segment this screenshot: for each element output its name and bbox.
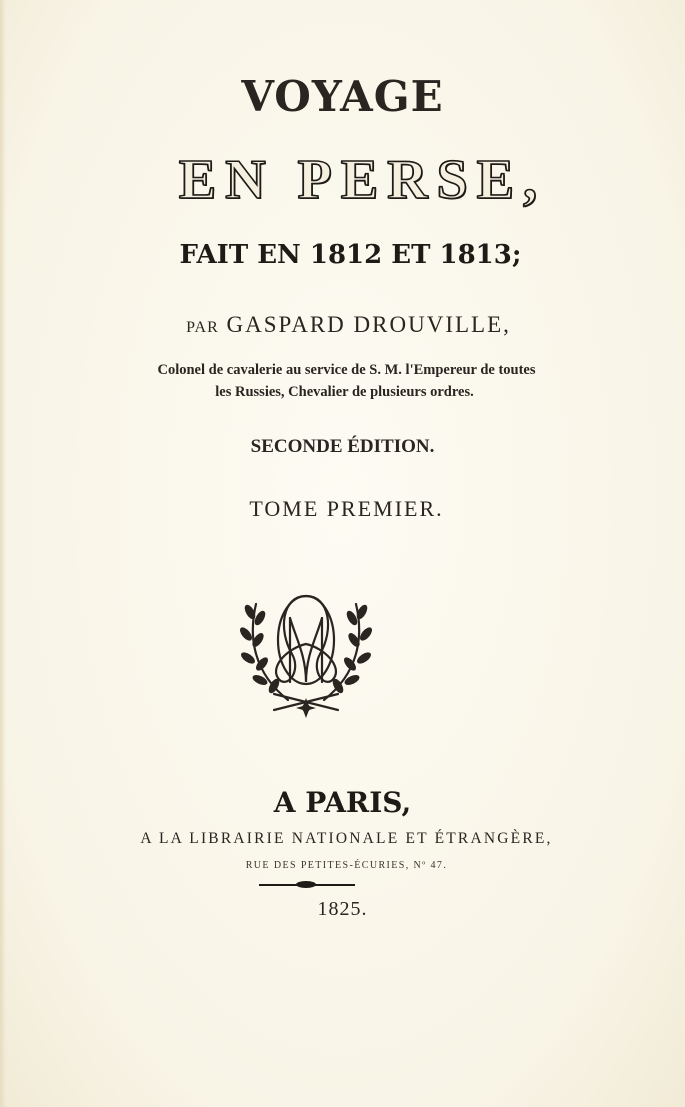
author-description-line-2: les Russies, Chevalier de plusieurs ordres. [215,384,474,400]
title-line-dates: FAIT EN 1812 ET 1813; [179,240,522,270]
decorative-rule-ornament [296,881,316,888]
imprint-publisher: A LA LIBRAIRIE NATIONALE ET ÉTRANGÈRE, [140,830,553,847]
monogram-laurel-icon [226,578,386,728]
page-spine-shadow [0,0,6,1107]
imprint-city: A PARIS, [273,786,412,819]
author-name: GASPARD DROUVILLE, [226,312,511,337]
edition-label: SECONDE ÉDITION. [250,436,435,457]
imprint-street: RUE DES PETITES-ÉCURIES, Nº 47. [245,860,448,871]
volume-label: TOME PREMIER. [249,496,444,521]
title-line-voyage: VOYAGE [241,72,444,121]
title-line-en-perse: EN PERSE, [178,149,547,211]
author-prefix: PAR [186,319,219,336]
author-line [6,312,685,338]
imprint-year: 1825. [317,898,368,920]
author-description-line-1: Colonel de cavalerie au service de S. M. l'Empereur de toutes [157,362,536,378]
